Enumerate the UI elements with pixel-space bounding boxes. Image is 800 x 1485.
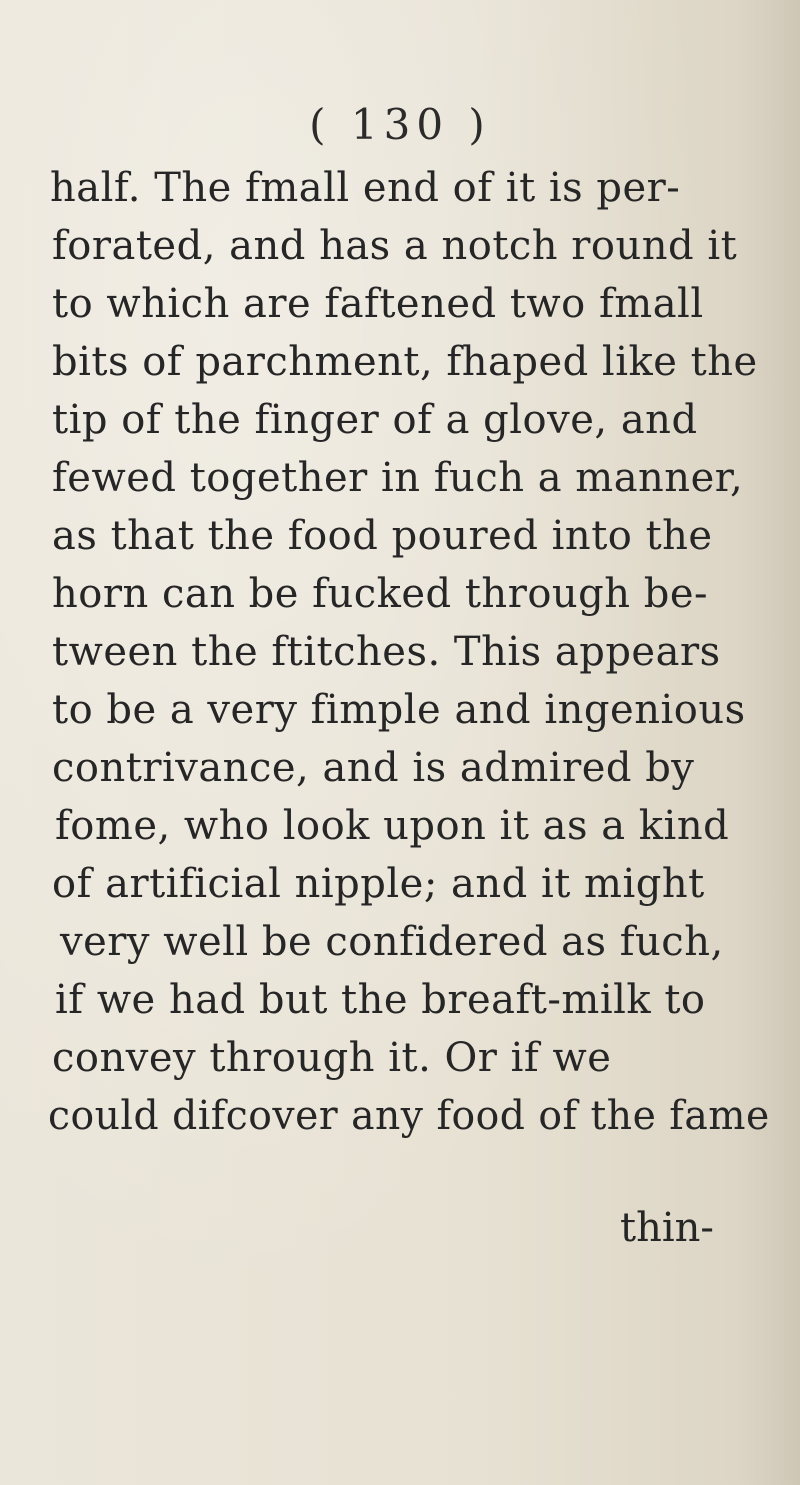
text-line-5: tip of the finger of a glove, and — [52, 397, 698, 443]
text-line-16: convey through it. Or if we — [52, 1035, 612, 1081]
text-line-6: fewed together in fuch a manner, — [52, 455, 744, 501]
text-line-7: as that the food poured into the — [52, 513, 713, 559]
text-line-3: to which are faftened two fmall — [52, 281, 704, 327]
text-line-11: contrivance, and is admired by — [52, 745, 695, 791]
text-line-4: bits of parchment, fhaped like the — [52, 339, 758, 385]
text-line-9: tween the ftitches. This appears — [52, 629, 721, 675]
text-line-8: horn can be fucked through be- — [52, 571, 709, 617]
text-line-15: if we had but the breaft-milk to — [55, 977, 706, 1023]
text-line-14: very well be confidered as fuch, — [60, 919, 724, 965]
text-line-13: of artificial nipple; and it might — [52, 861, 705, 907]
text-line-17: could difcover any food of the fame — [48, 1093, 770, 1139]
text-line-1: half. The fmall end of it is per- — [50, 165, 681, 211]
catchword: thin- — [620, 1205, 714, 1251]
text-line-10: to be a very fimple and ingenious — [52, 687, 746, 733]
text-line-2: forated, and has a notch round it — [52, 223, 738, 269]
text-line-12: fome, who look upon it as a kind — [55, 803, 730, 849]
page-number: ( 130 ) — [309, 100, 491, 149]
